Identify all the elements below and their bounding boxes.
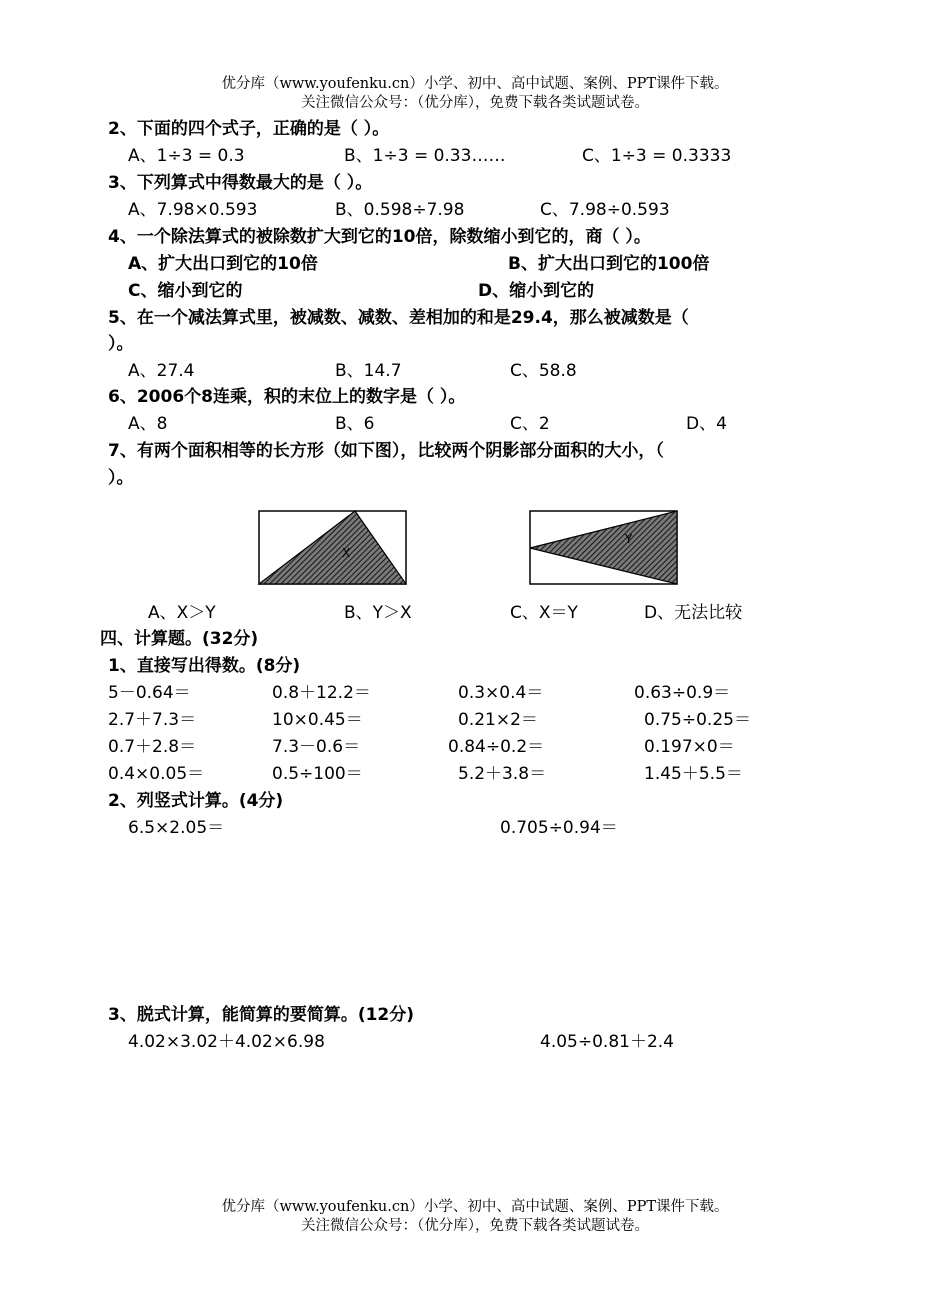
q2-option-b: B、1÷3 = 0.33…… xyxy=(344,146,506,166)
q5-option-a: A、27.4 xyxy=(128,361,195,381)
q7-stem-line-1: 7、有两个面积相等的长方形（如下图），比较两个阴影部分面积的大小，（ xyxy=(108,441,664,461)
q6-option-b: B、6 xyxy=(335,414,375,434)
q6-option-a: A、8 xyxy=(128,414,168,434)
calc-r2-c1: 2.7＋7.3＝ xyxy=(108,710,197,730)
part-3-title: 3、脱式计算，能简算的要简算。(12分) xyxy=(108,1005,415,1025)
figure-rectangle-y xyxy=(529,510,679,586)
q7-option-d: D、无法比较 xyxy=(644,603,743,623)
calc-r2-c3: 0.21×2＝ xyxy=(458,710,538,730)
q2-option-c: C、1÷3 = 0.3333 xyxy=(582,146,732,166)
q3-option-b: B、0.598÷7.98 xyxy=(335,200,465,220)
calc-r3-c1: 0.7＋2.8＝ xyxy=(108,737,197,757)
q4-option-c: C、缩小到它的 xyxy=(128,281,243,301)
q5-option-c: C、58.8 xyxy=(510,361,577,381)
calc-r3-c2: 7.3－0.6＝ xyxy=(272,737,361,757)
part-1-title: 1、直接写出得数。(8分) xyxy=(108,656,301,676)
footer-line-1: 优分库（www.youfenku.cn）小学、初中、高中试题、案例、PPT课件下载。 xyxy=(221,1199,729,1215)
q3-option-a: A、7.98×0.593 xyxy=(128,200,258,220)
q7-stem-line-2: ）。 xyxy=(108,468,134,488)
footer-line-2: 关注微信公众号：（优分库），免费下载各类试题试卷。 xyxy=(301,1218,649,1234)
figure-rectangle-x xyxy=(258,510,408,586)
q2-stem: 2、下面的四个式子，正确的是（ ）。 xyxy=(108,119,390,139)
q7-option-b: B、Y＞X xyxy=(344,603,412,623)
label-y: Y xyxy=(625,532,633,546)
q4-option-a: A、扩大出口到它的10倍 xyxy=(128,254,318,274)
calc-r2-c4: 0.75÷0.25＝ xyxy=(644,710,751,730)
q6-option-c: C、2 xyxy=(510,414,550,434)
q5-stem-line-2: ）。 xyxy=(108,334,134,354)
calc-r4-c1: 0.4×0.05＝ xyxy=(108,764,205,784)
step-calc-a: 4.02×3.02＋4.02×6.98 xyxy=(128,1032,325,1052)
q5-stem-line-1: 5、在一个减法算式里，被减数、减数、差相加的和是29.4，那么被减数是（ xyxy=(108,308,689,328)
q2-option-a: A、1÷3 = 0.3 xyxy=(128,146,245,166)
calc-r4-c2: 0.5÷100＝ xyxy=(272,764,363,784)
q4-option-d: D、缩小到它的 xyxy=(478,281,595,301)
q3-stem: 3、下列算式中得数最大的是（ ）。 xyxy=(108,173,373,193)
header-line-1: 优分库（www.youfenku.cn）小学、初中、高中试题、案例、PPT课件下载。 xyxy=(221,76,729,92)
q6-option-d: D、4 xyxy=(686,414,727,434)
calc-r2-c2: 10×0.45＝ xyxy=(272,710,363,730)
q6-stem: 6、2006个8连乘，积的末位上的数字是（ ）。 xyxy=(108,387,466,407)
calc-r1-c1: 5－0.64＝ xyxy=(108,683,191,703)
calc-r4-c3: 5.2＋3.8＝ xyxy=(458,764,547,784)
q7-option-c: C、X＝Y xyxy=(510,603,578,623)
calc-r4-c4: 1.45＋5.5＝ xyxy=(644,764,743,784)
label-x: X xyxy=(342,546,351,560)
calc-r3-c3: 0.84÷0.2＝ xyxy=(448,737,545,757)
calc-r1-c2: 0.8＋12.2＝ xyxy=(272,683,371,703)
q7-option-a: A、X＞Y xyxy=(148,603,216,623)
part-2-title: 2、列竖式计算。(4分) xyxy=(108,791,284,811)
vertical-calc-b: 0.705÷0.94＝ xyxy=(500,818,618,838)
q4-option-b: B、扩大出口到它的100倍 xyxy=(508,254,710,274)
q3-option-c: C、7.98÷0.593 xyxy=(540,200,670,220)
q4-stem: 4、一个除法算式的被除数扩大到它的10倍，除数缩小到它的，商（ ）。 xyxy=(108,227,651,247)
section-4-title: 四、计算题。(32分) xyxy=(100,629,259,649)
header-line-2: 关注微信公众号：（优分库），免费下载各类试题试卷。 xyxy=(301,95,649,111)
vertical-calc-a: 6.5×2.05＝ xyxy=(128,818,225,838)
calc-r1-c3: 0.3×0.4＝ xyxy=(458,683,544,703)
calc-r3-c4: 0.197×0＝ xyxy=(644,737,735,757)
calc-r1-c4: 0.63÷0.9＝ xyxy=(634,683,731,703)
q5-option-b: B、14.7 xyxy=(335,361,402,381)
step-calc-b: 4.05÷0.81＋2.4 xyxy=(540,1032,674,1052)
